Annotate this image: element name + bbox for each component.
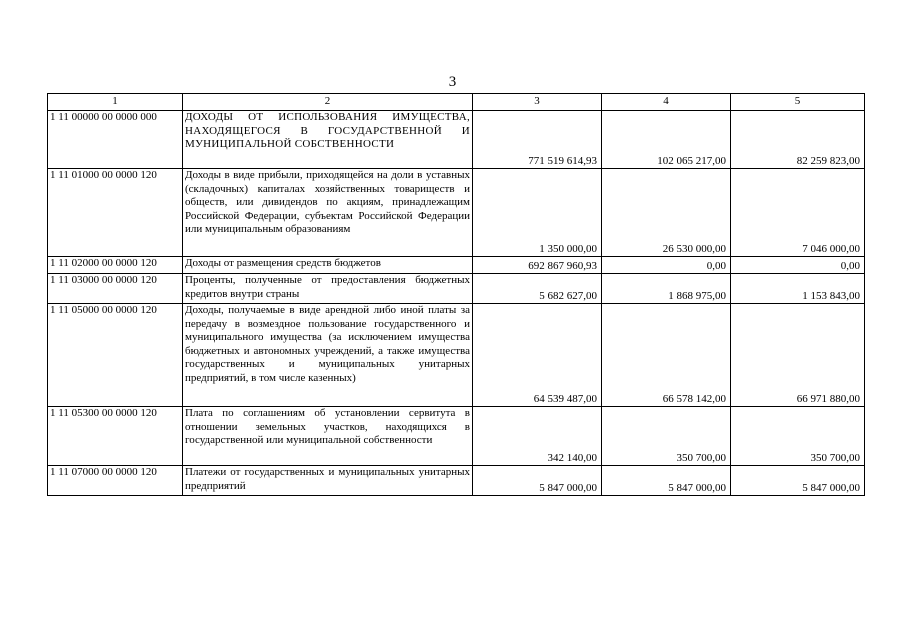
row-value-3: 771 519 614,93 (473, 111, 602, 169)
row-code: 1 11 00000 00 0000 000 (48, 111, 183, 169)
row-value-3: 342 140,00 (473, 407, 602, 466)
row-name: ДОХОДЫ ОТ ИСПОЛЬЗОВАНИЯ ИМУЩЕСТВА, НАХОДЯЩЕГОСЯ В ГОСУДАРСТВЕННОЙ И МУНИЦИПАЛЬНОЙ СОБСТВЕННОСТИ (183, 111, 473, 169)
row-name: Платежи от государственных и муниципальных унитарных предприятий (183, 466, 473, 496)
row-value-3: 5 682 627,00 (473, 274, 602, 304)
row-code: 1 11 05300 00 0000 120 (48, 407, 183, 466)
row-code: 1 11 05000 00 0000 120 (48, 304, 183, 407)
header-cell: 1 (48, 94, 183, 111)
table-row (48, 169, 865, 257)
row-value-5: 66 971 880,00 (731, 304, 865, 407)
row-value-4: 102 065 217,00 (602, 111, 731, 169)
row-value-4: 5 847 000,00 (602, 466, 731, 496)
budget-table (47, 93, 865, 496)
row-value-3: 692 867 960,93 (473, 257, 602, 274)
row-name: Доходы, получаемые в виде арендной либо иной платы за передачу в возмездное пользование государственного и муниципального имущества (за исключением имущества бюджетных и автономных учреждений, а также имущества государственных и муниципальных унитарных предприятий, в том числе казенных) (183, 304, 473, 407)
header-cell: 5 (731, 94, 865, 111)
row-value-3: 5 847 000,00 (473, 466, 602, 496)
row-value-4: 350 700,00 (602, 407, 731, 466)
row-code: 1 11 01000 00 0000 120 (48, 169, 183, 257)
row-value-5: 5 847 000,00 (731, 466, 865, 496)
row-value-5: 350 700,00 (731, 407, 865, 466)
header-cell: 2 (183, 94, 473, 111)
row-value-5: 7 046 000,00 (731, 169, 865, 257)
row-code: 1 11 02000 00 0000 120 (48, 257, 183, 274)
table-row (48, 466, 865, 496)
row-code: 1 11 07000 00 0000 120 (48, 466, 183, 496)
row-value-4: 1 868 975,00 (602, 274, 731, 304)
table-row (48, 304, 865, 407)
row-code: 1 11 03000 00 0000 120 (48, 274, 183, 304)
page-number: 3 (448, 74, 457, 90)
row-value-4: 0,00 (602, 257, 731, 274)
row-value-5: 82 259 823,00 (731, 111, 865, 169)
row-value-5: 1 153 843,00 (731, 274, 865, 304)
header-cell: 4 (602, 94, 731, 111)
row-name: Доходы в виде прибыли, приходящейся на доли в уставных (складочных) капиталах хозяйственных товариществ и обществ, или дивидендов по акциям, принадлежащим Российской Федерации, субъектам Российской Федерации или муниципальным образованиям (183, 169, 473, 257)
row-value-5: 0,00 (731, 257, 865, 274)
table-row (48, 111, 865, 169)
header-row (48, 94, 865, 111)
row-name: Плата по соглашениям об установлении сервитута в отношении земельных участков, находящихся в государственной или муниципальной собственности (183, 407, 473, 466)
row-value-3: 1 350 000,00 (473, 169, 602, 257)
row-value-4: 66 578 142,00 (602, 304, 731, 407)
table-row (48, 274, 865, 304)
row-name: Доходы от размещения средств бюджетов (183, 257, 473, 274)
row-value-4: 26 530 000,00 (602, 169, 731, 257)
row-value-3: 64 539 487,00 (473, 304, 602, 407)
row-name: Проценты, полученные от предоставления бюджетных кредитов внутри страны (183, 274, 473, 304)
table-row (48, 407, 865, 466)
header-cell: 3 (473, 94, 602, 111)
table-row (48, 257, 865, 274)
